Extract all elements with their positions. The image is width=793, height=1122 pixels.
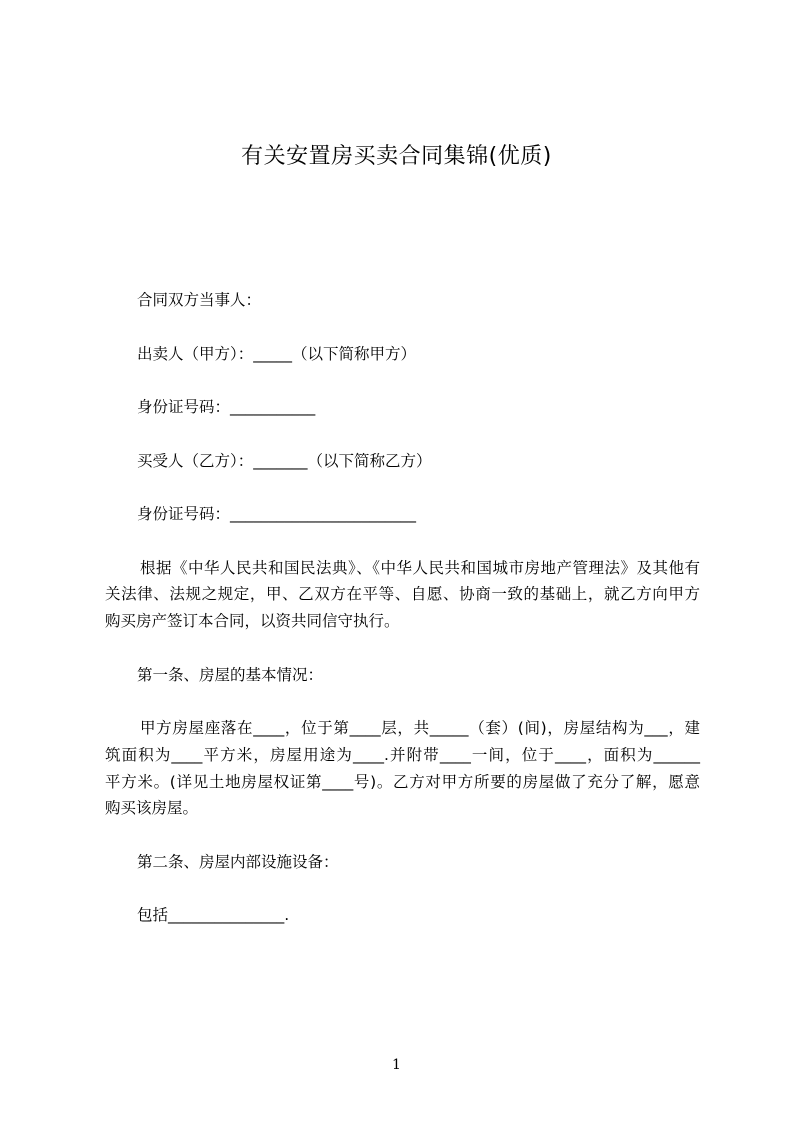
article-2-heading-block [105,849,700,876]
article-1-paragraph [105,715,700,822]
page-number: 1 [392,1057,401,1073]
article-2-content: 包括_______________. [137,906,290,925]
document-body [105,287,700,956]
seller-line: 出卖人（甲方）：_____（以下简称甲方） [137,344,417,363]
document-title: 有关安置房买卖合同集锦(优质) [241,144,552,169]
buyer-block [105,448,700,475]
article-1-line: 甲方房屋座落在____，位于第____层，共_____（套）(间)，房屋结构为___，建 [140,719,700,737]
preamble-line: 关法律、法规之规定，甲、乙双方在平等、自愿、协商一致的基础上，就乙方向甲方 [105,585,700,604]
article-2-heading: 第二条、房屋内部设施设备： [137,852,339,871]
seller-id-block [105,394,700,421]
seller-id-line: 身份证号码：___________ [137,398,316,416]
preamble-line: 根据《中华人民共和国民法典》、《中华人民共和国城市房地产管理法》及其他有 [140,558,700,577]
parties-heading: 合同双方当事人： [137,291,262,309]
preamble-line: 购买房产签订本合同，以资共同信守执行。 [105,612,400,630]
article-1-line: 筑面积为____平方米，房屋用途为____.并附带____一间，位于____，面积为______ [105,745,700,764]
article-1-line: 购买该房屋。 [105,799,199,818]
parties-heading-block [105,287,700,314]
article-1-line: 平方米。(详见土地房屋权证第____号)。乙方对甲方所要的房屋做了充分了解，愿意 [105,772,700,791]
article-1-heading-block [105,662,700,689]
buyer-id-line: 身份证号码：________________________ [137,505,417,523]
buyer-line: 买受人（乙方）：_______（以下简称乙方） [137,451,432,470]
article-1-heading: 第一条、房屋的基本情况： [137,665,324,684]
preamble-paragraph [105,555,700,635]
article-2-content-block [105,902,700,929]
seller-block [105,341,700,368]
buyer-id-block [105,501,700,528]
